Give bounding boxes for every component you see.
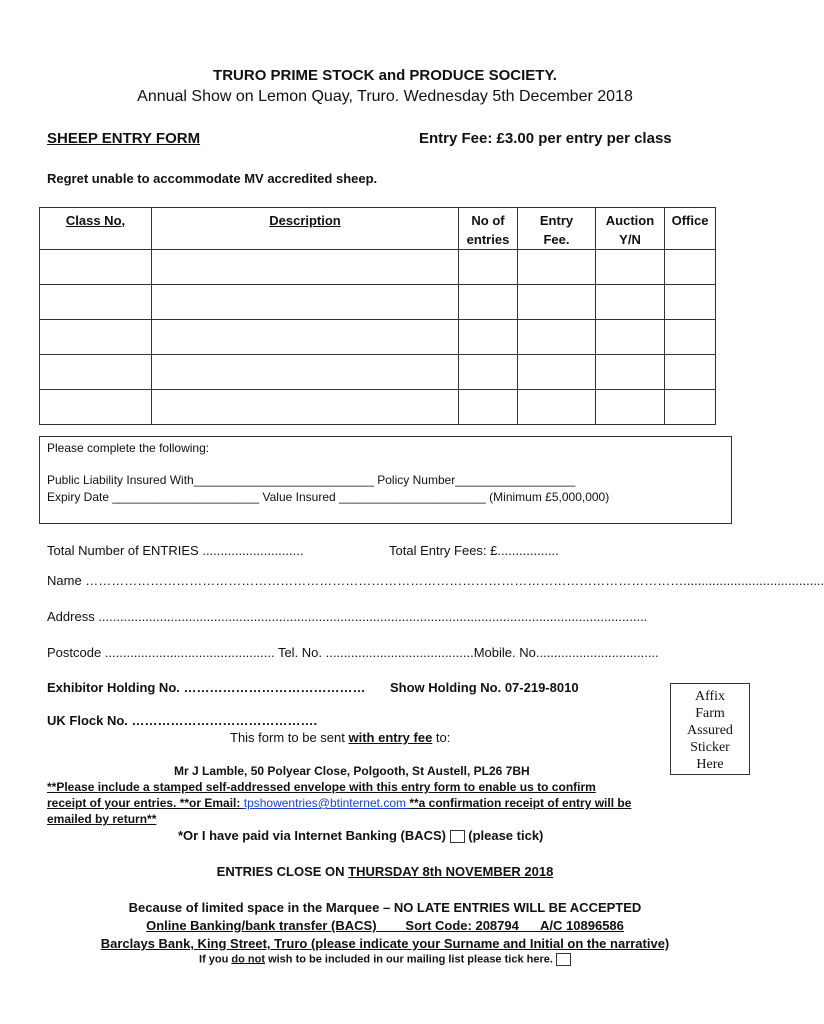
bacs-checkbox[interactable]: [450, 830, 465, 843]
show-holding-number: Show Holding No. 07-219-8010: [390, 680, 579, 695]
table-row: [40, 250, 716, 285]
bacs-paid-line: *Or I have paid via Internet Banking (BACS) (please tick): [178, 828, 544, 843]
entries-cell[interactable]: [459, 285, 518, 320]
col-entry-fee: Entry Fee.: [518, 208, 596, 250]
address-field[interactable]: Address ........................................................................................................................................................: [47, 609, 648, 624]
entries-cell[interactable]: [459, 390, 518, 425]
description-cell[interactable]: [152, 390, 459, 425]
society-title: TRURO PRIME STOCK and PRODUCE SOCIETY.: [213, 67, 557, 84]
table-header-row: [40, 208, 716, 250]
col-class-no: Class No,: [40, 208, 152, 250]
regret-note: Regret unable to accommodate MV accredited sheep.: [47, 171, 378, 186]
exhibitor-holding-field[interactable]: Exhibitor Holding No. ……………………………………: [47, 680, 366, 695]
office-cell: [665, 390, 716, 425]
bank-address-note: Barclays Bank, King Street, Truro (please indicate your Surname and Initial on the narrative): [100, 936, 670, 951]
description-cell[interactable]: [152, 285, 459, 320]
class-no-cell[interactable]: [40, 285, 152, 320]
total-entries-field[interactable]: Total Number of ENTRIES ............................: [47, 543, 304, 558]
auction-cell[interactable]: [596, 355, 665, 390]
auction-cell[interactable]: [596, 390, 665, 425]
farm-assured-sticker-box: Affix Farm Assured Sticker Here: [670, 683, 750, 775]
sent-instruction: This form to be sent with entry fee to:: [230, 730, 451, 745]
entries-cell[interactable]: [459, 250, 518, 285]
public-liability-line[interactable]: Public Liability Insured With___________________________ Policy Number__________________: [47, 473, 576, 487]
entries-close-line: ENTRIES CLOSE ON THURSDAY 8th NOVEMBER 2018: [216, 864, 554, 879]
auction-cell[interactable]: [596, 285, 665, 320]
fee-cell[interactable]: [518, 250, 596, 285]
description-cell[interactable]: [152, 320, 459, 355]
table-row: [40, 355, 716, 390]
entries-table: [39, 207, 716, 425]
insurance-intro: Please complete the following:: [47, 441, 210, 455]
table-row: [40, 320, 716, 355]
entries-cell[interactable]: [459, 355, 518, 390]
uk-flock-field[interactable]: UK Flock No. …………………………………….: [47, 713, 318, 728]
show-subtitle: Annual Show on Lemon Quay, Truro. Wednesday 5th December 2018: [137, 88, 633, 105]
email-link[interactable]: tpshowentries@btinternet.com: [243, 796, 410, 810]
expiry-value-line[interactable]: Expiry Date ______________________ Value Insured ______________________ (Minimum £5,000,000): [47, 490, 610, 504]
bank-transfer-details: Online Banking/bank transfer (BACS) Sort Code: 208794 A/C 10896586: [146, 918, 624, 933]
col-no-of-entries: No of entries: [459, 208, 518, 250]
fee-cell[interactable]: [518, 355, 596, 390]
fee-cell[interactable]: [518, 390, 596, 425]
entry-fee: Entry Fee: £3.00 per entry per class: [419, 130, 672, 147]
fee-cell[interactable]: [518, 320, 596, 355]
fee-cell[interactable]: [518, 285, 596, 320]
class-no-cell[interactable]: [40, 390, 152, 425]
class-no-cell[interactable]: [40, 355, 152, 390]
sae-note-line2: receipt of your entries. **or Email: tpshowentries@btinternet.com **a confirmation receipt of entry will be: [47, 796, 632, 810]
description-cell[interactable]: [152, 355, 459, 390]
auction-cell[interactable]: [596, 250, 665, 285]
auction-cell[interactable]: [596, 320, 665, 355]
class-no-cell[interactable]: [40, 320, 152, 355]
total-fees-field[interactable]: Total Entry Fees: £.................: [389, 543, 559, 558]
mailing-list-line: If you do not wish to be included in our mailing list please tick here.: [0, 953, 770, 966]
sae-note-line3: emailed by return**: [47, 812, 157, 826]
col-auction: Auction Y/N: [596, 208, 665, 250]
table-row: [40, 285, 716, 320]
class-no-cell[interactable]: [40, 250, 152, 285]
sae-note-line1: **Please include a stamped self-addressed envelope with this entry form to enable us to confirm: [47, 780, 596, 794]
office-cell: [665, 320, 716, 355]
office-cell: [665, 285, 716, 320]
office-cell: [665, 250, 716, 285]
office-cell: [665, 355, 716, 390]
col-office: Office: [665, 208, 716, 250]
name-field[interactable]: Name ………………………………………………………………………………………………………………………….......................................: [47, 573, 824, 588]
entries-cell[interactable]: [459, 320, 518, 355]
description-cell[interactable]: [152, 250, 459, 285]
postal-address: Mr J Lamble, 50 Polyear Close, Polgooth, St Austell, PL26 7BH: [174, 764, 530, 778]
limited-space-note: Because of limited space in the Marquee – NO LATE ENTRIES WILL BE ACCEPTED: [128, 900, 642, 915]
form-title: SHEEP ENTRY FORM: [47, 130, 201, 147]
mailing-list-checkbox[interactable]: [556, 953, 571, 966]
col-description: Description: [152, 208, 459, 250]
table-row: [40, 390, 716, 425]
postcode-tel-mobile-field[interactable]: Postcode ............................................... Tel. No. .........................................Mobile. No..................................: [47, 645, 659, 660]
